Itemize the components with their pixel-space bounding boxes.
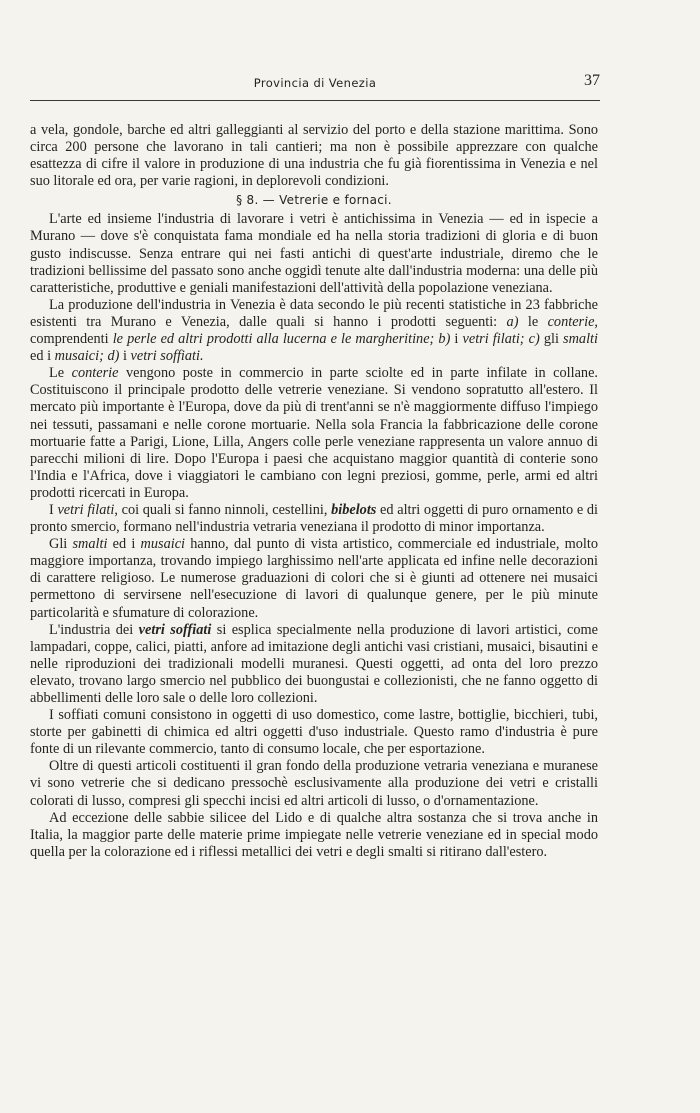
text-run: vengono poste in commercio in parte sciolte ed in parte infilate in collane. Costituiscono il principale prodotto delle vetrerie veneziane. Si vendono sopratutto all'estero. Il mercato più importante è l'Europa, dove da più di trent'anni se n'è maggiormente diffuso l'impiego nei tessuti, passamani e nelle corone mortuarie. Nella sola Francia la fabbricazione delle corone mortuarie fatte a Parigi, Lione, Lilla, Angers colle perle veneziane rappresenta un valore annuo di parecchi milioni di lire. Dopo l'Europa i paesi che acquistano maggior quantità di conterie sono l'India e l'Africa, dove i viaggiatori le cambiano con legni preziosi, gomme, perle, armi ed altri prodotti ricercati in Europa. bbox=[30, 365, 598, 501]
paragraph bbox=[30, 502, 598, 536]
list-marker: d) bbox=[107, 348, 120, 365]
paragraph: L'arte ed insieme l'industria di lavorare i vetri è antichissima in Venezia — ed in ispecie a Murano — dove s'è conquistata fama mondiale ed ha nella storia tradizioni di gloria e di buon gusto indiscusse. Senza entrare qui nei fasti antichi di quest'arte industriale, diremo che le tradizioni bellissime del passato sono anche oggidì tenute alte dall'industria moderna: una delle più caratteristiche, produttive e geniali manifestazioni dell'attività della popolazione veneziana. bbox=[30, 211, 598, 296]
list-marker: c) bbox=[528, 331, 540, 348]
text-run: i bbox=[119, 348, 131, 365]
text-run: hanno, dal punto di vista artistico, commerciale ed industriale, molto maggiore importanza, trovando impiego larghissimo nell'arte applicata ed infine nelle decorazioni di carattere religioso. Le numerose graduazioni di colori che si è giunti ad ottenere nei musaici permettono di servirsene nell'esecuzione di lavori di qualunque genere, per le più minute particolarità e sfumature di colorazione. bbox=[30, 536, 598, 621]
paragraph bbox=[30, 622, 598, 707]
text-run: si esplica specialmente nella produzione di lavori artistici, come lampadari, coppe, calici, piatti, anfore ad imitazione degli antichi vasi cristiani, musaici, bisautini e nelle riproduzioni dei tradizionali modelli muranesi. Questi oggetti, ad onta del loro prezzo elevato, trovano largo smercio nel pubblico dei buongustai e collezionisti, che ne fanno oggetto di abbellimenti delle loro sale o delle loro collezioni. bbox=[30, 621, 598, 706]
paragraph bbox=[30, 536, 598, 621]
text-run: ed altri oggetti di puro ornamento e di pronto smercio, formano nell'industria vetraria veneziana il prodotto di minor importanza. bbox=[30, 501, 598, 536]
italic-term: vetri filati; bbox=[462, 331, 525, 348]
italic-term: smalti bbox=[563, 331, 599, 348]
text-run: I bbox=[49, 501, 58, 518]
text-run: i bbox=[450, 331, 463, 348]
italic-term: smalti bbox=[72, 536, 108, 553]
italic-term: bibelots bbox=[331, 501, 377, 518]
italic-term: conterie bbox=[547, 313, 595, 330]
text-run: ed i bbox=[30, 348, 55, 365]
italic-term: conterie bbox=[71, 365, 119, 382]
italic-term: vetri filati bbox=[57, 501, 115, 518]
page-number: 37 bbox=[584, 72, 600, 89]
italic-term: musaici bbox=[140, 536, 186, 553]
paragraph: I soffiati comuni consistono in oggetti di uso domestico, come lastre, bottiglie, bicchieri, tubi, storte per gabinetti di chimica ed altri oggetti d'uso industriale. Questo ramo d'industria è pure fonte di un rilevante commercio, tanto di consumo locale, che per esportazione. bbox=[30, 707, 598, 758]
page-header bbox=[30, 72, 600, 101]
italic-term: vetri soffiati. bbox=[130, 348, 204, 365]
running-title: Provincia di Venezia bbox=[253, 76, 377, 90]
text-run: , coi quali si fanno ninnoli, cestellini, bbox=[114, 501, 332, 518]
italic-term: musaici; bbox=[54, 348, 104, 365]
text-run: le bbox=[518, 313, 548, 330]
text-run: L'industria dei bbox=[49, 621, 139, 638]
paragraph: a vela, gondole, barche ed altri galleggianti al servizio del porto e della stazione marittima. Sono circa 200 persone che lavorano in tali cantieri; ma non è possibile apprezzare con qualche esattezza di cifre il valore in produzione di una industria che fu già fiorentissima in Venezia e nel suo litorale ed ora, per varie ragioni, in deplorevoli condizioni. bbox=[30, 122, 598, 190]
text-run: Le bbox=[49, 365, 72, 382]
paragraph bbox=[30, 297, 598, 365]
body-text bbox=[30, 122, 598, 861]
paragraph: Oltre di questi articoli costituenti il gran fondo della produzione vetraria veneziana e muranese vi sono vetrerie che si dedicano pressochè esclusivamente alla produzione dei vetri e cristalli colorati di lusso, compresi gli specchi incisi ed altri articoli di lusso, o d'ornamentazione. bbox=[30, 758, 598, 809]
text-run: , comprendenti bbox=[30, 313, 598, 348]
section-heading: § 8. — Vetrerie e fornaci. bbox=[236, 193, 392, 208]
paragraph bbox=[30, 365, 598, 502]
text-run: Gli bbox=[49, 536, 73, 553]
paragraph: Ad eccezione delle sabbie silicee del Lido e di qualche altra sostanza che si trova anche in Italia, la maggior parte delle materie prime impiegate nelle vetrerie veneziane ed in special modo quella per la colorazione ed i riflessi metallici dei vetri e degli smalti si ritirano dall'estero. bbox=[30, 809, 598, 860]
text-run: La produzione dell'industria in Venezia è data secondo le più recenti statistiche in 23 fabbriche esistenti tra Murano e Venezia, dalle quali si hanno i prodotti seguenti: bbox=[30, 296, 598, 330]
italic-term: le perle ed altri prodotti alla lucerna e le margheritine; bbox=[112, 331, 435, 348]
list-marker: b) bbox=[438, 331, 451, 348]
italic-term: vetri soffiati bbox=[138, 621, 212, 638]
text-run: ed i bbox=[107, 536, 141, 553]
text-run: gli bbox=[539, 331, 564, 348]
list-marker: a) bbox=[506, 313, 519, 330]
